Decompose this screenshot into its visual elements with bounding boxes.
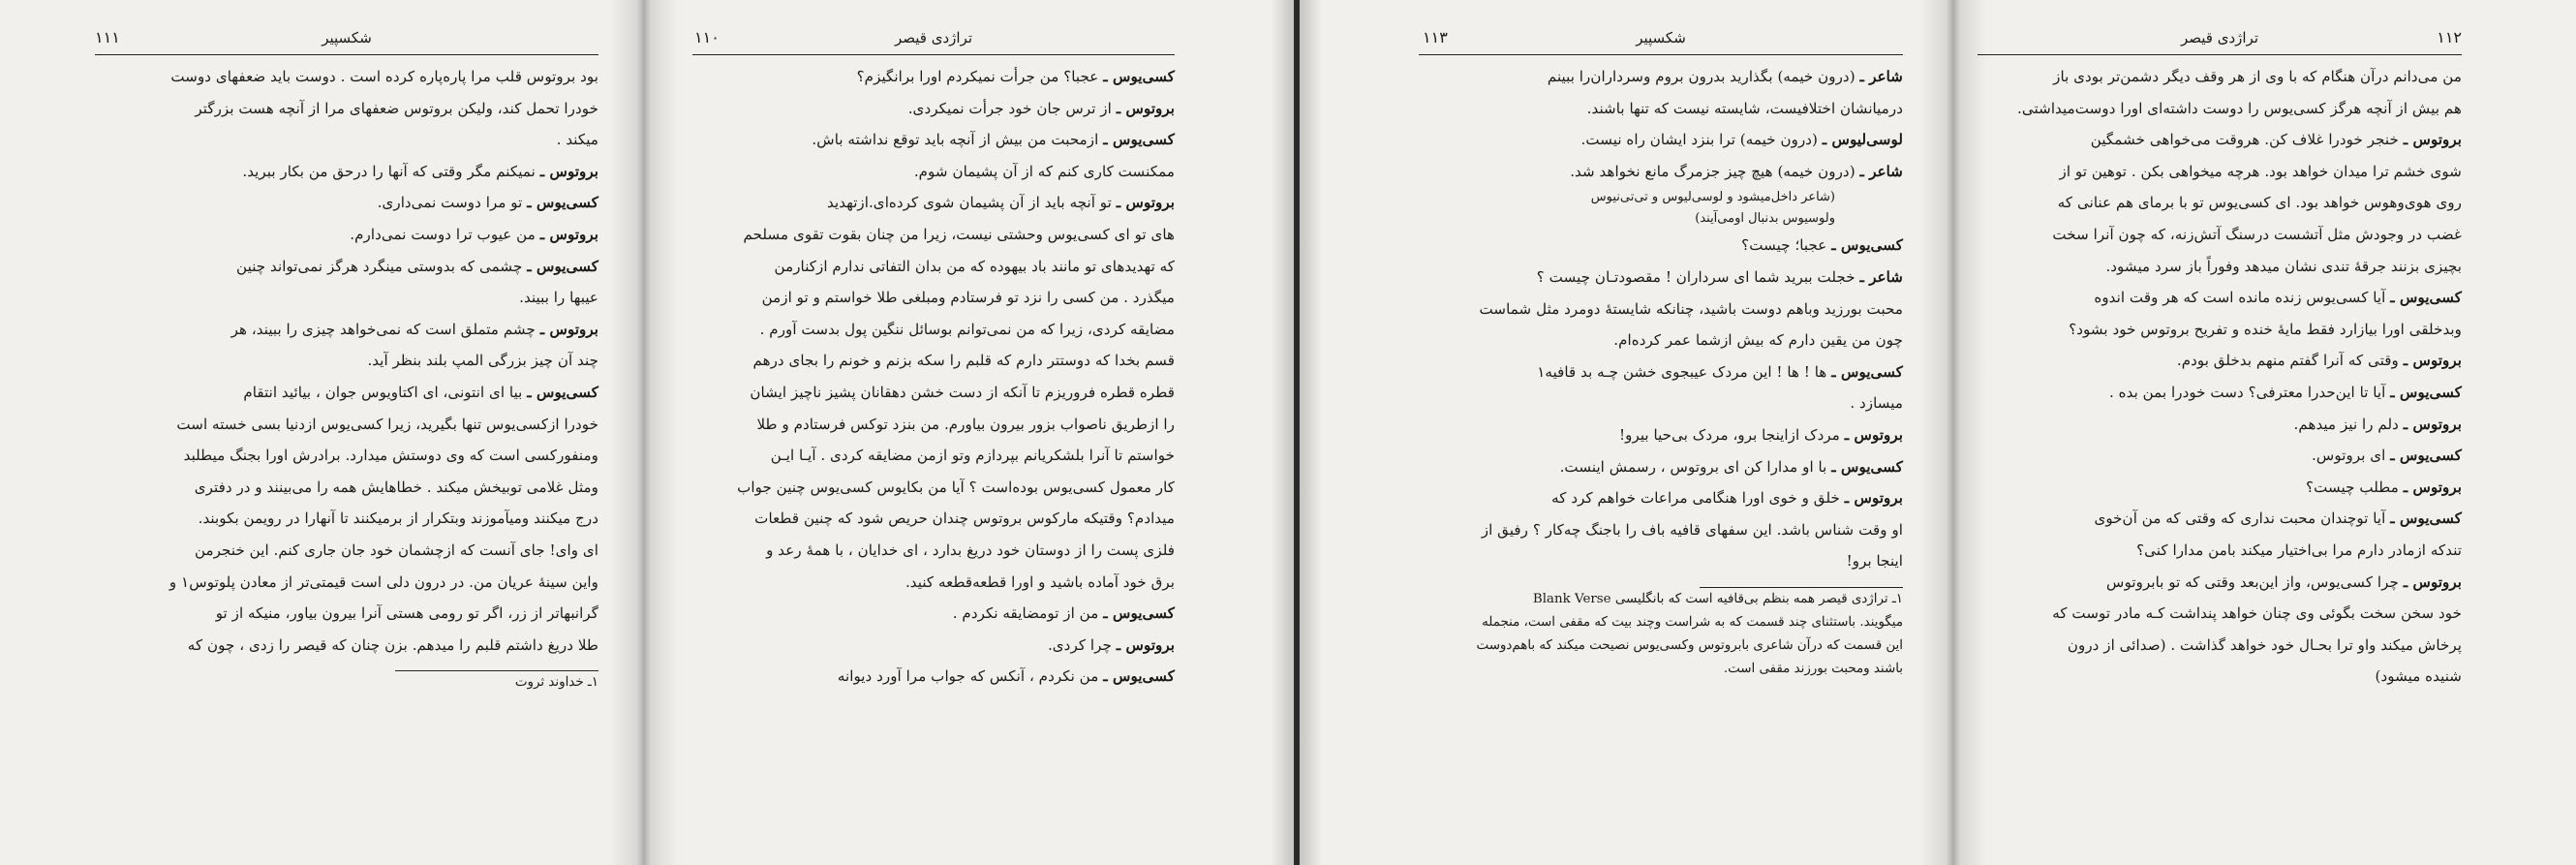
line-text: آیا کسی‌یوس زنده مانده است که هر وقت اندوه [2094,289,2391,307]
text-line [692,440,1175,472]
text-line [692,282,1175,314]
speaker-name: کسی‌یوس ـ [1831,362,1903,381]
text-line [95,503,598,535]
text-line [1419,230,1903,262]
line-text: ای بروتوس. [2312,447,2391,465]
speaker-name: کسی‌یوس ـ [2390,510,2462,528]
line-text: ای وای! جای آنست که ازچشمان خود جان جاری کنم. این خنجرمن [194,541,598,559]
speaker-name: شاعر ـ [1859,68,1903,85]
page-112 [1978,21,2462,845]
running-head: شکسپیر [322,29,372,46]
line-text: پرخاش میکند واو ترا بحـال خود خواهد گذاشت . (صدائی از درون [2067,635,2462,654]
text-line [692,314,1175,346]
text-line [95,377,598,409]
line-text: خود سخن سخت بگوئی وی چنان خواهد پنداشت کـه مادر توست که [2052,604,2462,623]
text-line [95,535,598,567]
text-line [1978,440,2462,472]
footnote-line: باشند ومحبت بورزند مقفی است. [1723,661,1903,676]
line-text: من می‌دانم درآن هنگام که با وی از هر وقف دیگر دشمن‌تر بودی باز [2053,68,2462,85]
book-spread-right-scan [1300,0,2576,865]
line-text: گرانبهاتر از زر، اگر تو رومی هستی آنرا بیرون بیاور، منیکه از تو [215,604,598,623]
footnote-line: ١ـ خداوند ثروت [514,675,598,691]
line-text: عجبا؛ چیست؟ [1741,236,1832,255]
speaker-name: کسی‌یوس ـ [1831,236,1903,255]
text-line [692,661,1175,693]
text-line [692,472,1175,504]
text-line [1978,314,2462,346]
line-text: درمیانشان اختلافیست، شایسته نیست که تنها باشند. [1586,99,1903,117]
page-edge-shadow [1300,0,1323,865]
text-line [692,93,1175,125]
line-text: شوی خشم ترا میدان خواهد بود. هرچه میخواهی بکن . توهین تو از [2059,162,2462,180]
line-text: درج میکنند ومیآموزند وبتکرار از برمیکنند تا آنهارا در رویمن بکوبند. [198,510,598,528]
text-line [1978,345,2462,377]
text-line [692,503,1175,535]
line-text: طلا دریغ داشتم قلبم را میدهم. بزن چنان که قیصر را زدی ، چون که [187,635,598,654]
text-line [1978,251,2462,283]
line-text: چرا کردی. [1047,635,1117,654]
page-number: ١١١ [95,28,120,46]
page-edge-shadow [1271,0,1294,865]
line-text: بچیزی بزنند جرقهٔ تندی نشان میدهد وفوراً باز سرد میشود. [2105,257,2462,275]
speaker-name: کسی‌یوس ـ [2390,447,2462,465]
text-line [1419,124,1903,156]
page-body [1419,55,1903,681]
page-body [95,55,598,695]
line-text: مطلب چیست؟ [2306,478,2404,496]
line-text: وقتی که آنرا گفتم منهم بدخلق بودم. [2176,352,2404,370]
text-line [1978,124,2462,156]
line-text: او وقت شناس باشد. این سفهای قافیه باف را باجنگ چه‌کار ؟ رفیق از [1481,520,1903,539]
page-number: ١١٠ [694,28,720,46]
running-head: تراژدی قیصر [2180,29,2259,46]
line-text: ممکنست کاری کنم که از آن پشیمان شوم. [913,162,1175,180]
speaker-name: بروتوس ـ [539,225,598,243]
text-line [1419,545,1903,577]
line-text: ومثل غلامی توبیخش میکند . خطاهایش همه را می‌بینند و در دفتری [194,478,598,496]
line-text: قسم بخدا که دوستتر دارم که قلبم را سکه بزنم و خونم را بجای درهم [752,352,1175,370]
text-line [95,314,598,346]
speaker-name: بروتوس ـ [2403,415,2462,433]
speaker-name: شاعر ـ [1859,267,1903,286]
line-text: را ازطریق ناصواب بزور بیرون بیاورم. من بنزد توکس فرستادم و طلا [756,415,1175,433]
line-text: چون من یقین دارم که بیش ازشما عمر کرده‌ام. [1613,331,1903,350]
page-header [1978,21,2462,55]
text-line [1419,324,1903,356]
text-line [1978,93,2462,125]
page-header [692,21,1175,55]
line-text: خودرا ازکسی‌یوس تنها بگیرید، زیرا کسی‌یوس ازدنیا بسی خسته است [176,415,598,433]
text-line [1978,61,2462,93]
line-text: واین سینهٔ عریان من. در درون دلی است قیمتی‌تر از معادن پلوتوس١ و [169,572,598,591]
speaker-name: کسی‌یوس ـ [1103,131,1175,149]
line-text: تندکه ازمادر دارم مرا بی‌اختیار میکند بامن مدارا کنی؟ [2136,541,2462,559]
text-line [1978,282,2462,314]
line-text: میسازد . [1850,394,1903,413]
page-113 [1419,21,1903,845]
text-line [95,472,598,504]
speaker-name: کسی‌یوس ـ [1103,667,1175,686]
text-line [692,630,1175,662]
line-text: برق خود آماده باشید و اورا قطعه‌قطعه کنید. [905,572,1175,591]
page-number: ١١٣ [1423,28,1448,46]
line-text: های تو ای کسی‌یوس وحشتی نیست، زیرا من چنان بقوت تقوی مسلحم [743,225,1175,243]
speaker-name: بروتوس ـ [2403,478,2462,496]
footnote-line: میگویند. باستثنای چند قسمت که به شراست وچند بیت که مقفی است، منجمله [1482,614,1903,630]
speaker-name: کسی‌یوس ـ [1103,604,1175,623]
line-text: (درون خیمه) بگذارید بدرون بروم وسرداران‌را ببینم [1547,68,1860,85]
text-line [1419,482,1903,514]
text-line [1419,419,1903,451]
line-text: ها ! ها ! این مردک عیبجوی خشن چـه بد قافیه١ [1537,362,1832,381]
stage-direction [1419,208,1903,230]
text-line [1978,219,2462,251]
text-line [692,251,1175,283]
text-line [1978,661,2462,693]
text-line [692,156,1175,188]
line-text: محبت بورزید وباهم دوست باشید، چنانکه شایستهٔ دومرد مثل شماست [1479,299,1903,318]
stage-direction [1419,187,1903,208]
line-text: (درون خیمه) ترا بنزد ایشان راه نیست. [1580,131,1823,149]
page-number: ١١٢ [2437,28,2462,46]
line-text: عیبها را ببیند. [519,289,598,307]
text-line [1978,503,2462,535]
text-line [1419,356,1903,388]
line-text: شنیده میشود) [2375,667,2462,686]
line-text: بیا ای انتونی، ای اکتاویوس جوان ، بیائید انتقام [243,383,528,401]
line-text: میدادم؟ وقتیکه مارکوس بروتوس چندان حریص شود که چنین قطعات [754,510,1175,528]
book-gutter-shadow [610,0,678,865]
speaker-name: کسی‌یوس ـ [527,383,598,401]
text-line [1419,93,1903,125]
line-text: از ترس جان خود جرأت نمیکردی. [907,99,1117,117]
line-text: خواستم تا آنرا بلشکریانم بپردازم وتو ازمن مضایقه کردی . آیـا ایـن [770,447,1175,465]
line-text: من از تومضایقه نکردم . [952,604,1104,623]
text-line [1978,156,2462,188]
text-line [1978,377,2462,409]
line-text: دلم را نیز میدهم. [2293,415,2404,433]
text-line [1419,156,1903,188]
text-line [1419,262,1903,293]
speaker-name: بروتوس ـ [1116,635,1175,654]
speaker-name: بروتوس ـ [539,320,598,338]
speaker-name: بروتوس ـ [2403,352,2462,370]
speaker-name: کسی‌یوس ـ [527,257,598,275]
line-text: خجلت ببرید شما ای سرداران ! مقصودتـان چیست ؟ [1536,267,1860,286]
speaker-name: شاعر ـ [1859,162,1903,180]
text-line [1978,567,2462,599]
speaker-name: کسی‌یوس ـ [2390,383,2462,401]
text-line [692,409,1175,441]
text-line [95,124,598,156]
line-text: تو مرا دوست نمی‌داری. [377,194,528,212]
text-line [95,156,598,188]
text-line [95,93,598,125]
text-line [95,567,598,599]
line-text: که تهدیدهای تو مانند باد بیهوده که من بدان التفاتی ندارم ازکنارمن [774,257,1175,275]
line-text: قطره قطره فروریزم تا آنکه از دست خشن دهقانان پشیز ناچیز ایشان [750,383,1175,401]
speaker-name: بروتوس ـ [1116,99,1175,117]
running-head: تراژدی قیصر [894,29,973,46]
text-line [95,409,598,441]
page-header [1419,21,1903,55]
line-text: میکند . [556,131,598,149]
text-line [95,630,598,662]
speaker-name: بروتوس ـ [2403,131,2462,149]
text-line [1978,598,2462,630]
text-line [692,345,1175,377]
speaker-name: کسی‌یوس ـ [527,194,598,212]
text-line [1978,409,2462,441]
line-text: چشمی که بدوستی مینگرد هرگز نمی‌تواند چنین [236,257,528,275]
speaker-name: بروتوس ـ [1844,425,1903,444]
text-line [1978,187,2462,219]
text-line [692,124,1175,156]
text-line [95,598,598,630]
line-text: میگذرد . من کسی را نزد تو فرستادم ومبلغی طلا خواستم و تو ازمن [761,289,1175,307]
line-text: خلق و خوی اورا هنگامی مراعات خواهم کرد که [1551,489,1845,508]
line-text: کار معمول کسی‌یوس بوده‌است ؟ آیا من بکایوس کسی‌یوس چنین جواب [737,478,1175,496]
running-head: شکسپیر [1636,29,1686,46]
line-text: چند آن چیز بزرگی المپ بلند بنظر آید. [367,352,598,370]
speaker-name: لوسی‌لیوس ـ [1822,131,1903,149]
page-111 [95,21,598,845]
text-line [95,61,598,93]
line-text: ازمحبت من بیش از آنچه باید توقع نداشته باش. [812,131,1104,149]
line-text: خنجر خودرا غلاف کن. هروقت می‌خواهی خشمگین [2090,131,2404,149]
text-line [1419,293,1903,325]
line-text: غضب در وجودش مثل آتشست درسنگ آتش‌زنه، که چون آنرا سخت [2052,225,2462,243]
line-text: مردک ازاینجا برو، مردک بی‌حیا بیرو! [1619,425,1845,444]
text-line [95,282,598,314]
page-body [692,55,1175,693]
text-line [692,377,1175,409]
speaker-name: کسی‌یوس ـ [1831,457,1903,476]
line-text: خودرا تحمل کند، ولیکن بروتوس ضعفهای مرا از آنچه هست بزرگتر [195,99,598,117]
text-line [95,440,598,472]
text-line [692,598,1175,630]
footnote-line: ١ـ تراژدی قیصر همه بنظم بی‌قافیه است که بانگلیسی Blank Verse [1532,591,1903,606]
text-line [95,251,598,283]
text-line [1978,535,2462,567]
text-line [692,567,1175,599]
line-text: وبدخلقی اورا بیازارد فقط مایهٔ خنده و تفریح بروتوس خود بشود؟ [2069,320,2462,338]
line-text: من نکردم ، آنکس که جواب مرا آورد دیوانه [837,667,1104,686]
text-line [1419,514,1903,546]
speaker-name: بروتوس ـ [539,162,598,180]
text-line [1419,61,1903,93]
footnote-line: این قسمت که درآن شاعری بابروتوس وکسی‌یوس نصیحت میکند که باهم‌دوست [1476,637,1903,653]
text-line [95,345,598,377]
line-text: آیا تا این‌حدرا معترفی؟ دست خودرا بمن بده . [2108,383,2391,401]
text-line [1419,387,1903,419]
line-text: ومنفورکسی است که وی دوستش میدارد. برادرش اورا بجنگ میطلبد [183,447,598,465]
line-text: چشم متملق است که نمی‌خواهد چیزی را ببیند، هر [230,320,540,338]
line-text: (شاعر داخل‌میشود و لوسی‌لیوس و تی‌تی‌نیوس [1590,190,1835,205]
text-line [1978,472,2462,504]
speaker-name: بروتوس ـ [2403,572,2462,591]
page-header [95,21,598,55]
page-body [1978,55,2462,693]
line-text: روی هوی‌وهوس خواهد بود. ای کسی‌یوس تو با برمای هم عنانی که [2057,194,2462,212]
text-line [95,219,598,251]
line-text: (درون خیمه) هیچ چیز جزمرگ مانع نخواهد شد. [1570,162,1860,180]
speaker-name: کسی‌یوس ـ [2390,289,2462,307]
line-text: با او مدارا کن ای بروتوس ، رسمش اینست. [1559,457,1832,476]
line-text: مضایقه کردی، زیرا که من نمی‌توانم بوسائل ننگین پول بدست آورم . [759,320,1175,338]
line-text: تو آنچه باید از آن پشیمان شوی کرده‌ای.ازتهدید [827,194,1117,212]
text-line [1978,630,2462,662]
line-text: بود بروتوس قلب مرا پاره‌پاره کرده است . دوست باید ضعفهای دوست [170,68,598,85]
text-line [692,535,1175,567]
line-text: چرا کسی‌یوس، واز این‌بعد وقتی که تو بابروتوس [2106,572,2404,591]
speaker-name: بروتوس ـ [1116,194,1175,212]
text-line [692,187,1175,219]
line-text: اینجا برو! [1846,552,1903,571]
line-text: عجبا؟ من جرأت نمیکردم اورا برانگیزم؟ [856,68,1104,85]
speaker-name: کسی‌یوس ـ [1103,68,1175,85]
line-text: آیا توچندان محبت نداری که وقتی که من آن‌خوی [2094,510,2391,528]
line-text: هم بیش از آنچه هرگز کسی‌یوس را دوست داشته‌ای اورا دوست‌میداشتی. [2017,99,2462,117]
text-line [1419,451,1903,483]
text-line [692,219,1175,251]
line-text: فلزی پست را از دوستان خود دریغ بدارد ، ای خدایان ، با همهٔ رعد و [766,541,1175,559]
page-110 [692,21,1175,845]
speaker-name: بروتوس ـ [1844,489,1903,508]
line-text: من عیوب ترا دوست نمی‌دارم. [350,225,540,243]
line-text: ولوسیوس بدنبال اومی‌آیند) [1695,211,1835,227]
text-line [95,187,598,219]
line-text: نمیکنم مگر وقتی که آنها را درحق من بکار ببرید. [242,162,540,180]
text-line [692,61,1175,93]
